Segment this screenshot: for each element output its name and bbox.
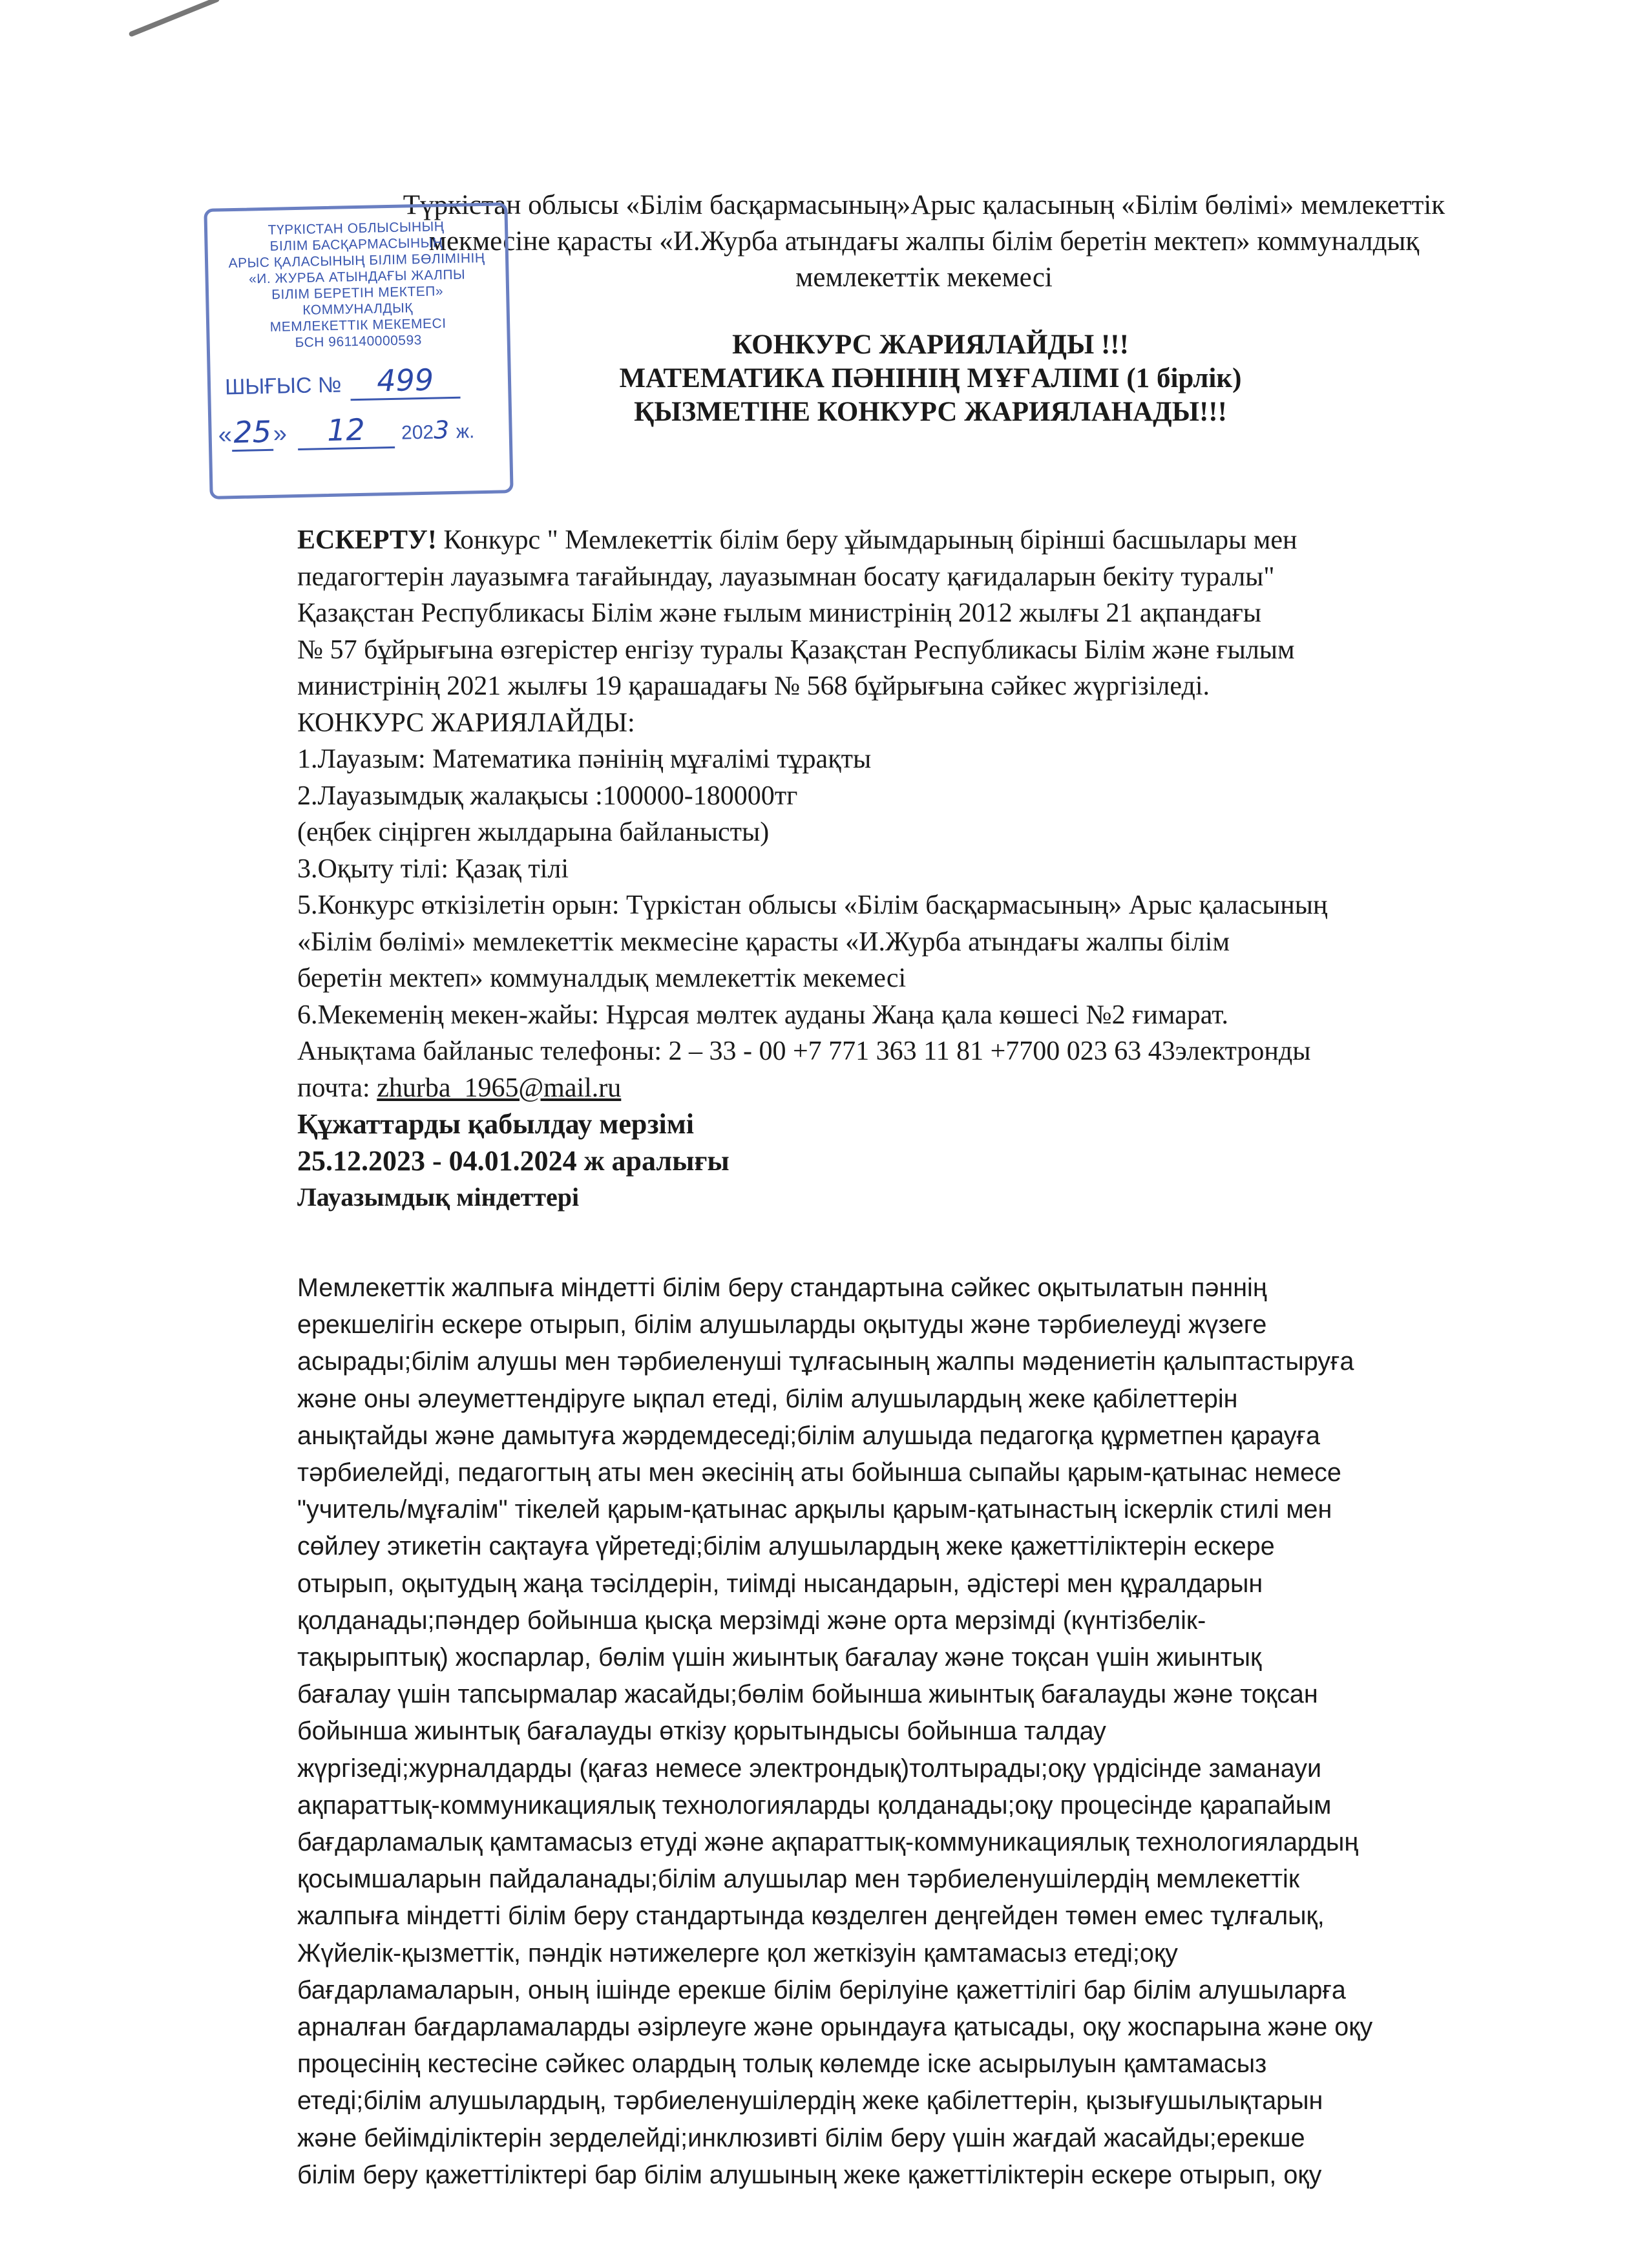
stamp-line: БІЛІМ БЕРЕТІН МЕКТЕП»	[271, 284, 444, 302]
duties-label: Лауазымдық міндеттері	[297, 1182, 580, 1212]
stamp-date-day: 25	[231, 414, 273, 452]
duties-line: тақырыптық) жоспарлар, бөлім үшін жиынтық бағалау және тоқсан үшін жиынтық	[297, 1643, 1262, 1672]
duties-line: қолданады;пәндер бойынша қысқа мерзімді және орта мерзімді (күнтізбелік-	[297, 1606, 1206, 1635]
announcement-line: 6.Мекеменің мекен-жайы: Нұрсая мөлтек ауданы Жаңа қала көшесі №2 ғимарат.	[297, 1000, 1229, 1030]
pen-scratch-mark	[129, 0, 220, 37]
title-line: МАТЕМАТИКА ПӘНІНІҢ МҰҒАЛІМІ (1 бірлік)	[619, 363, 1242, 394]
duties-line: тәрбиелейді, педагогтың аты мен әкесінің аты бойынша сыпайы қарым-қатынас немесе	[297, 1458, 1341, 1487]
notice-line: № 57 бұйрығына өзгерістер енгізу туралы Қазақстан Республикасы Білім және ғылым	[297, 635, 1295, 665]
duties-line: жалпыға міндетті білім беру стандартында көзделген деңгейден төмен емес тұлғалық,	[297, 1902, 1325, 1931]
duties-line: ақпараттық-коммуникациялық технологияларды қолданады;оқу процесінде қарапайым	[297, 1790, 1332, 1820]
announcement-line: 3.Оқыту тілі: Қазақ тілі	[297, 854, 569, 884]
announcement-line: «Білім бөлімі» мемлекеттік мекмесіне қарасты «И.Журба атындағы жалпы білім	[297, 927, 1230, 957]
announcement-line: 2.Лауазымдық жалақысы :100000-180000тг	[297, 781, 798, 811]
duties-line: бағалау үшін тапсырмалар жасайды;бөлім бойынша жиынтық бағалауды және тоқсан	[297, 1680, 1318, 1709]
duties-line: "учитель/мұғалім" тікелей қарым-қатынас арқылы қарым-қатынастың іскерлік стилі мен	[297, 1495, 1332, 1524]
duties-line: бағдарламалық қамтамасыз етуді және ақпараттық-коммуникациялық технологиялардың	[297, 1828, 1359, 1857]
notice-line: педагогтерін лауазымға тағайындау, лауазымнан босату қағидаларын бекіту туралы"	[297, 562, 1275, 592]
stamp-line: АРЫС ҚАЛАСЫНЫҢ БІЛІМ БӨЛІМІНІҢ	[228, 250, 485, 271]
stamp-line: «И. ЖУРБА АТЫНДАҒЫ ЖАЛПЫ	[248, 267, 466, 287]
duties-line: отырып, оқытудың жаңа тәсілдерін, тиімді нысандарын, әдістері мен құралдарын	[297, 1569, 1263, 1598]
announcement-line: 1.Лауазым: Математика пәнінің мұғалімі тұрақты	[297, 744, 872, 774]
duties-text	[297, 1270, 1583, 2194]
email-prefix: почта:	[297, 1073, 377, 1103]
duties-line: Мемлекеттік жалпыға міндетті білім беру стандартына сәйкес оқытылатын пәннің	[297, 1274, 1267, 1302]
title-line: ҚЫЗМЕТІНЕ КОНКУРС ЖАРИЯЛАНАДЫ!!!	[634, 397, 1227, 427]
duties-line: асырады;білім алушы мен тәрбиеленуші тұлғасының жалпы мәдениетін қалыптастыруға	[297, 1347, 1354, 1376]
stamp-line: БСН 961140000593	[295, 332, 423, 351]
announcement-line: КОНКУРС ЖАРИЯЛАЙДЫ:	[297, 708, 635, 738]
announcement-line: (еңбек сіңірген жылдарына байланысты)	[297, 817, 770, 847]
header-line: Түркістан облысы «Білім басқармасының»Арыс қаласының «Білім бөлімі» мемлекеттік	[403, 190, 1445, 220]
announcement-body	[297, 522, 1583, 1216]
duties-line: анықтайды және дамытуға жәрдемдеседі;білім алушыда педагогқа құрметпен қарауға	[297, 1421, 1320, 1450]
deadline-label: Құжаттарды қабылдау мерзімі	[297, 1108, 694, 1140]
stamp-date-year-hand: 3	[433, 415, 450, 445]
duties-line: жүргізеді;журналдарды (қағаз немесе электрондық)толтырады;оқу үрдісінде заманауи	[297, 1754, 1322, 1783]
duties-line: процесінің кестесіне сәйкес олардың толық көлемде іске асырылуын қамтамасыз	[297, 2050, 1267, 2079]
email-line	[297, 1070, 1583, 1107]
stamp-number-label: ШЫҒЫС №	[224, 372, 342, 400]
duties-line: және бейімділіктерін зерделейді;инклюзивті білім беру үшін жағдай жасайды;ерекше	[297, 2123, 1305, 2152]
duties-line: қосымшаларын пайдаланады;білім алушылар мен тәрбиеленушілердің мемлекеттік	[297, 1865, 1300, 1894]
announcement-title	[414, 328, 1447, 429]
duties-line: бойынша жиынтық бағалауды өткізу қорытындысы бойынша талдау	[297, 1717, 1106, 1746]
duties-line: арналған бағдарламаларды әзірлеуге және орындауға қатысады, оқу жоспарына және оқу	[297, 2013, 1373, 2042]
stamp-line: БІЛІМ БАСҚАРМАСЫНЫҢ	[269, 235, 443, 254]
duties-line: білім беру қажеттіліктері бар білім алушының жеке қажеттіліктерін ескере отырып, оқу	[297, 2160, 1322, 2189]
stamp-line: ТҮРКІСТАН ОБЛЫСЫНЫҢ	[268, 219, 445, 238]
stamp-number-value: 499	[350, 362, 461, 401]
stamp-date-month: 12	[297, 412, 395, 450]
header-line: мекмесіне қарасты «И.Журба атындағы жалпы білім беретін мектеп» коммуналдық	[428, 226, 1420, 257]
stamp-date-year-prefix: 202	[401, 421, 434, 444]
header-line: мемлекеттік мекемесі	[795, 262, 1053, 293]
stamp-line: КОММУНАЛДЫҚ	[302, 300, 414, 318]
duties-line: ерекшелігін ескере отырып, білім алушыларды оқытуды және тәрбиелеуді жүзеге	[297, 1310, 1267, 1339]
notice-label: ЕСКЕРТУ!	[297, 525, 437, 555]
announcement-line: 5.Конкурс өткізілетін орын: Түркістан облысы «Білім басқармасының» Арыс қаласының	[297, 890, 1328, 920]
notice-text: Конкурс " Мемлекеттік білім беру ұйымдарының бірінші басшылары мен	[436, 525, 1297, 555]
duties-line: етеді;білім алушылардың, тәрбиеленушілердің жеке қабілеттерін, қызығушылықтарын	[297, 2086, 1323, 2116]
title-line: КОНКУРС ЖАРИЯЛАЙДЫ !!!	[732, 330, 1129, 360]
duties-line: және оны әлеуметтендіруге ықпал етеді, білім алушылардың жеке қабілеттерін	[297, 1384, 1238, 1413]
stamp-date-row: «25» 12 2023 ж.	[211, 409, 509, 452]
duties-line: Жүйелік-қызметтік, пәндік нәтижелерге қол жеткізуін қамтамасыз етеді;оқу	[297, 1938, 1178, 1968]
notice-line	[297, 522, 1583, 559]
stamp-date-suffix: ж.	[456, 421, 475, 443]
stamp-line: МЕМЛЕКЕТТІК МЕКЕМЕСІ	[269, 316, 446, 335]
duties-line: бағдарламаларын, оның ішінде ерекше білім берілуіне қажеттілігі бар білім алушыларға	[297, 1975, 1346, 2004]
deadline-range: 25.12.2023 - 04.01.2024 ж аралығы	[297, 1144, 730, 1177]
notice-line: министрінің 2021 жылғы 19 қарашадағы № 568 бұйрығына сәйкес жүргізіледі.	[297, 671, 1210, 701]
announcement-line: Анықтама байланыс телефоны: 2 – 33 - 00 +7 771 363 11 81 +7700 023 63 43электронды	[297, 1036, 1311, 1066]
notice-line: Қазақстан Республикасы Білім және ғылым министрінің 2012 жылғы 21 ақпандағы	[297, 598, 1262, 628]
announcement-line: беретін мектеп» коммуналдық мемлекеттік мекемесі	[297, 963, 907, 993]
duties-line: сөйлеу этикетін сақтауға үйретеді;білім алушылардың жеке қажеттіліктерін ескере	[297, 1532, 1275, 1561]
email-link[interactable]: zhurba_1965@mail.ru	[377, 1073, 622, 1103]
